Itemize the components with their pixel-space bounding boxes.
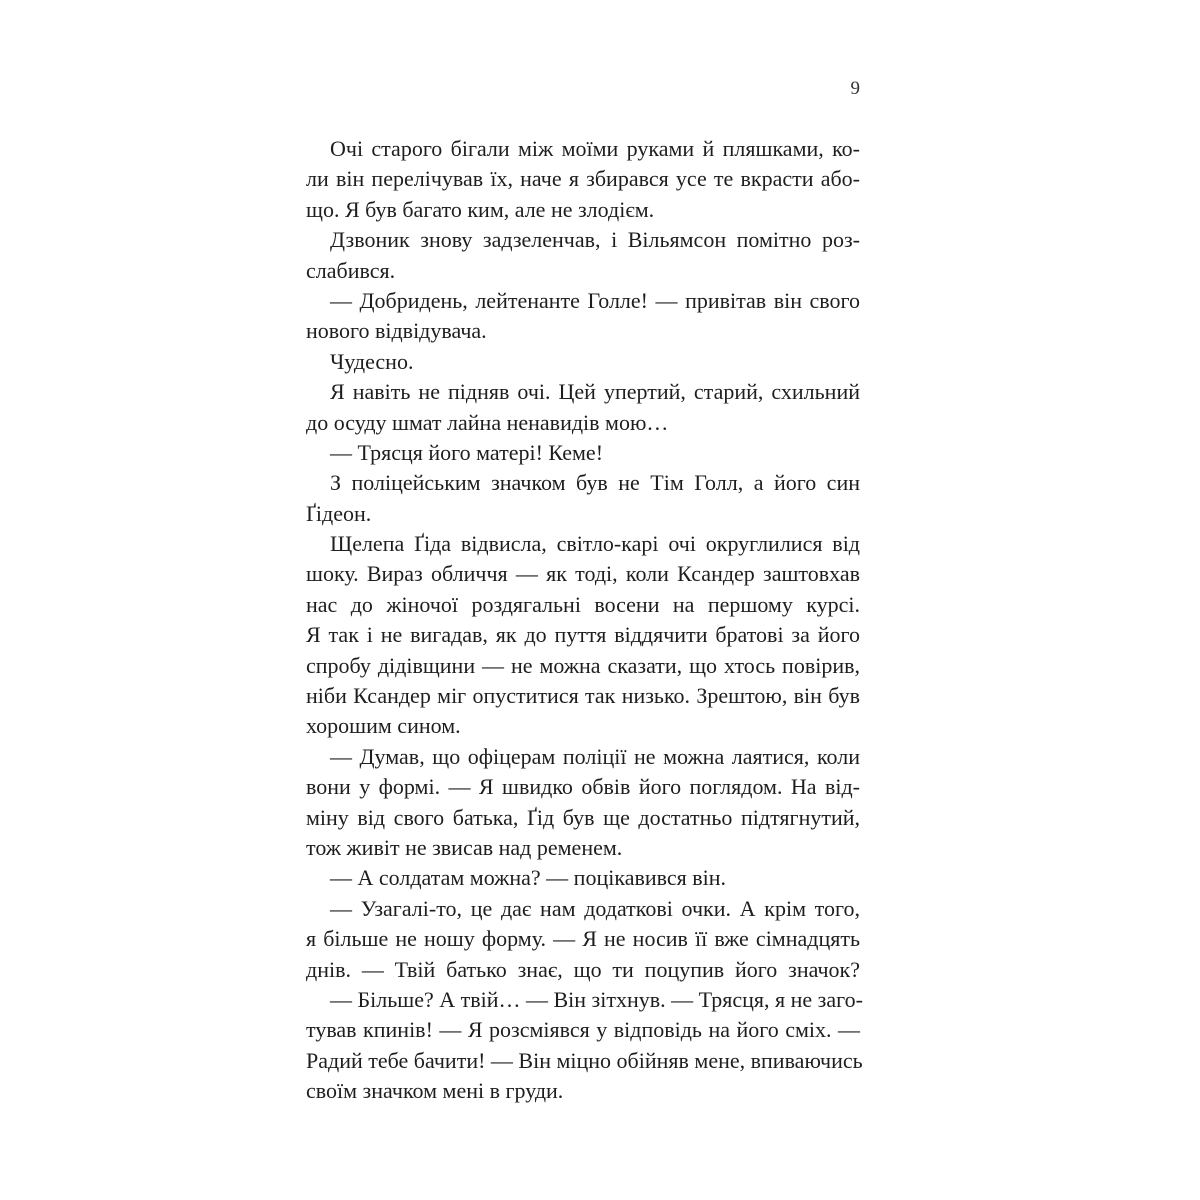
text-line: днів. — Твій батько знає, що ти поцупив його значок? bbox=[306, 956, 860, 982]
text-line: своїм значком мені в груди. bbox=[306, 1078, 564, 1104]
text-line: слабився. bbox=[306, 257, 396, 283]
text-line: тож живіт не звисав над ременем. bbox=[306, 834, 623, 860]
text-line: міну від свого батька, Ґід був ще достатньо підтягнутий, bbox=[306, 804, 860, 830]
text-line: Очі старого бігали між моїми руками й пляшками, ко- bbox=[330, 136, 860, 161]
text-line: Дзвоник знову задзеленчав, і Вільямсон помітно роз- bbox=[330, 227, 860, 253]
text-line: — А солдатам можна? — поцікавився він. bbox=[330, 865, 727, 891]
text-line: — Трясця його матері! Кеме! bbox=[330, 439, 604, 465]
body-text bbox=[306, 134, 863, 1107]
text-line: Радий тебе бачити! — Він міцно обійняв мене, впиваючись bbox=[306, 1047, 863, 1073]
text-line: Щелепа Ґіда відвисла, світло-карі очі округлилися від bbox=[330, 531, 860, 557]
text-line: — Думав, що офіцерам поліції не можна лаятися, коли bbox=[330, 743, 860, 769]
text-line: вони у формі. — Я швидко обвів його поглядом. На від- bbox=[306, 774, 860, 800]
page-number: 9 bbox=[850, 78, 860, 99]
text-line: спробу дідівщини — не можна сказати, що хтось повірив, bbox=[306, 652, 860, 678]
text-line: нового відвідувача. bbox=[306, 318, 487, 344]
text-line: тував кпинів! — Я розсміявся у відповідь на його сміх. — bbox=[306, 1017, 860, 1043]
text-line: що. Я був багато ким, але не злодієм. bbox=[306, 196, 655, 222]
text-line: — Узагалі-то, це дає нам додаткові очки. А крім того, bbox=[330, 895, 860, 921]
text-line: нас до жіночої роздягальні восени на першому курсі. bbox=[306, 591, 860, 617]
text-line: — Добридень, лейтенанте Голле! — привітав він свого bbox=[330, 287, 860, 313]
text-line: хорошим сином. bbox=[306, 713, 461, 739]
text-line: ніби Ксандер міг опуститися так низько. Зрештою, він був bbox=[306, 683, 860, 709]
text-line: Я так і не вигадав, як до пуття віддячити братові за його bbox=[306, 622, 860, 648]
text-line: я більше не ношу форму. — Я не носив її вже сімнадцять bbox=[306, 926, 860, 952]
text-line: Чудесно. bbox=[330, 348, 414, 374]
text-line: ли він перелічував їх, наче я збирався усе те вкрасти або- bbox=[306, 166, 860, 192]
text-line: шоку. Вираз обличчя — як тоді, коли Ксандер заштовхав bbox=[306, 561, 860, 587]
text-line: Ґідеон. bbox=[306, 500, 372, 526]
text-line: — Більше? А твій… — Він зітхнув. — Трясця, я не заго- bbox=[330, 986, 863, 1012]
text-line: З поліцейським значком був не Тім Голл, а його син bbox=[330, 470, 860, 496]
text-line: Я навіть не підняв очі. Цей упертий, старий, схильний bbox=[330, 379, 860, 405]
text-line: до осуду шмат лайна ненавидів мою… bbox=[306, 409, 669, 435]
